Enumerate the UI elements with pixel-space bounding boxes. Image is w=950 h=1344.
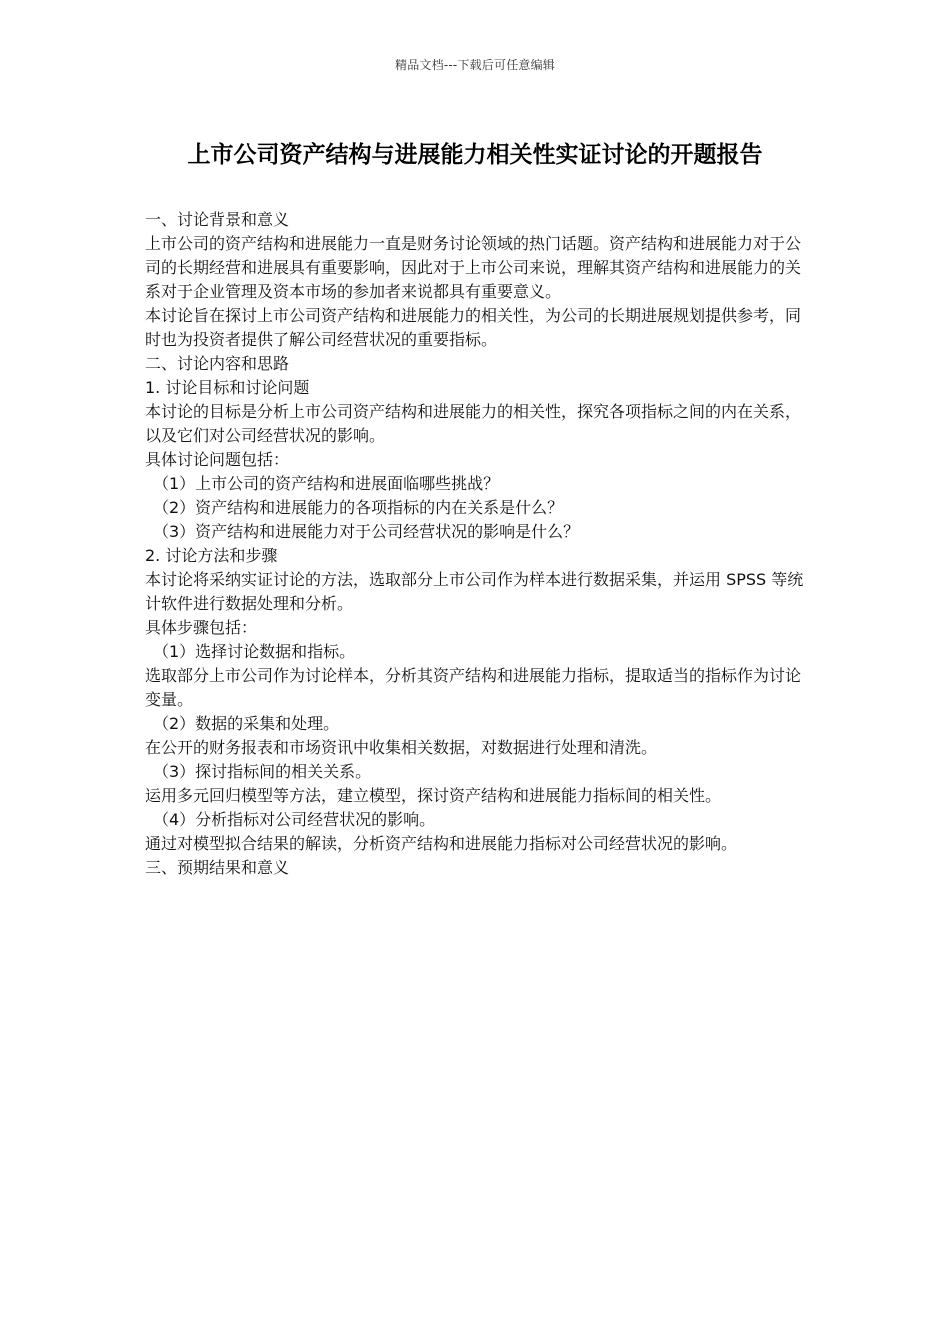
header-note: 精品文档---下载后可任意编辑 — [395, 58, 555, 72]
list-item: （1）上市公司的资产结构和进展面临哪些挑战？ — [153, 474, 500, 493]
section-heading-2: 二、讨论内容和思路 — [145, 354, 290, 373]
paragraph: 本讨论将采纳实证讨论的方法，选取部分上市公司作为样本进行数据采集，并运用 SPSS 等统计软件进行数据处理和分析。 — [145, 570, 804, 613]
subsection-heading: 2. 讨论方法和步骤 — [145, 546, 278, 565]
document-body — [145, 208, 805, 880]
paragraph: 运用多元回归模型等方法，建立模型，探讨资产结构和进展能力指标间的相关性。 — [145, 786, 722, 805]
section-heading-1: 一、讨论背景和意义 — [145, 210, 290, 229]
paragraph: 通过对模型拟合结果的解读，分析资产结构和进展能力指标对公司经营状况的影响。 — [145, 834, 738, 853]
list-item: （3）探讨指标间的相关关系。 — [153, 762, 372, 781]
list-item: （2）数据的采集和处理。 — [153, 714, 340, 733]
subsection-heading: 1. 讨论目标和讨论问题 — [145, 378, 310, 397]
list-item: （2）资产结构和进展能力的各项指标的内在关系是什么？ — [153, 498, 564, 517]
section-heading-3: 三、预期结果和意义 — [145, 858, 290, 877]
paragraph: 具体讨论问题包括： — [145, 450, 290, 469]
document-title: 上市公司资产结构与进展能力相关性实证讨论的开题报告 — [187, 142, 763, 168]
paragraph: 选取部分上市公司作为讨论样本，分析其资产结构和进展能力指标，提取适当的指标作为讨论变量。 — [145, 666, 802, 709]
list-item: （3）资产结构和进展能力对于公司经营状况的影响是什么？ — [153, 522, 580, 541]
paragraph: 在公开的财务报表和市场资讯中收集相关数据，对数据进行处理和清洗。 — [145, 738, 658, 757]
paragraph: 具体步骤包括： — [145, 618, 258, 637]
paragraph: 本讨论的目标是分析上市公司资产结构和进展能力的相关性，探究各项指标之间的内在关系，以及它们对公司经营状况的影响。 — [145, 402, 802, 445]
paragraph: 本讨论旨在探讨上市公司资产结构和进展能力的相关性，为公司的长期进展规划提供参考，同时也为投资者提供了解公司经营状况的重要指标。 — [145, 306, 802, 349]
list-item: （1）选择讨论数据和指标。 — [153, 642, 356, 661]
paragraph: 上市公司的资产结构和进展能力一直是财务讨论领域的热门话题。资产结构和进展能力对于公司的长期经营和进展具有重要影响，因此对于上市公司来说，理解其资产结构和进展能力的关系对于企业管理及资本市场的参加者来说都具有重要意义。 — [145, 234, 802, 301]
list-item: （4）分析指标对公司经营状况的影响。 — [153, 810, 436, 829]
